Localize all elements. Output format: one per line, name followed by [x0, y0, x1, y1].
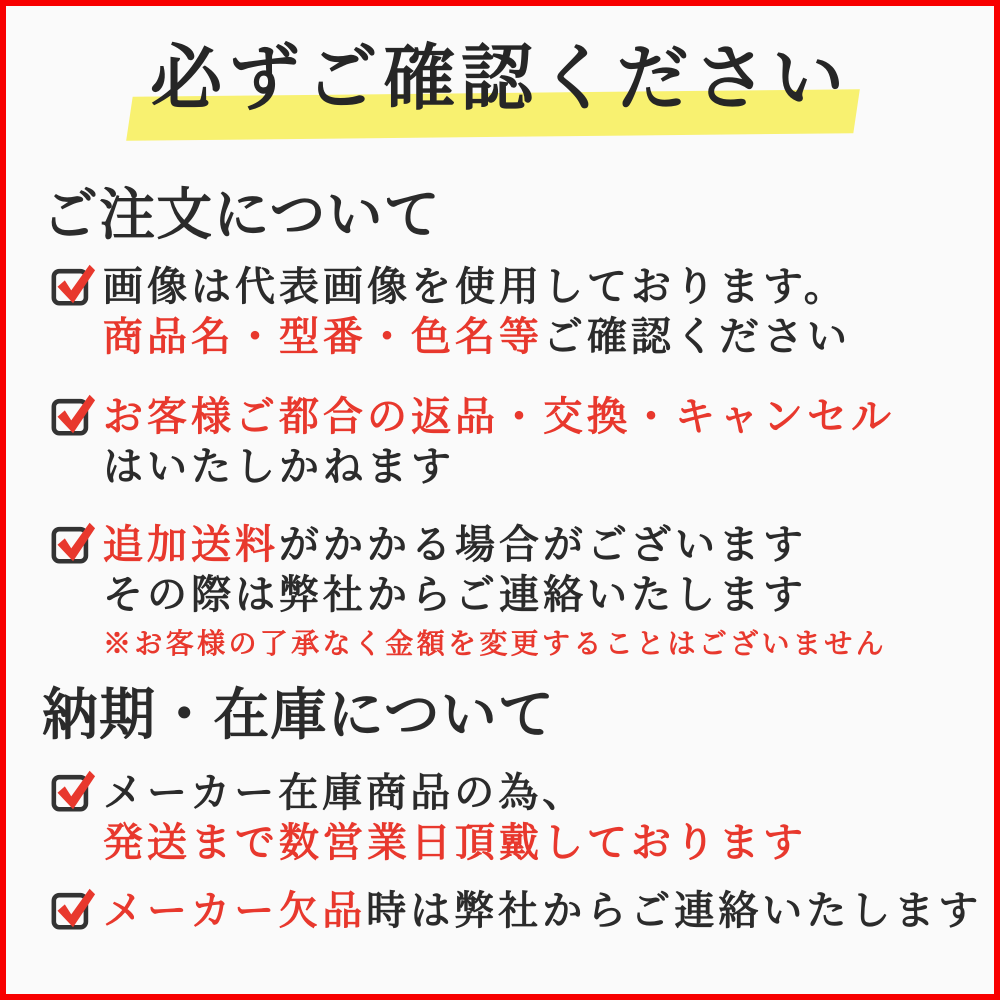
checked-checkbox-icon [50, 768, 98, 812]
item-line [103, 312, 851, 362]
item-line [103, 818, 807, 868]
item-text [103, 262, 851, 362]
checklist-item-extra-shipping [50, 520, 887, 662]
item-text [103, 392, 895, 492]
item-line [103, 442, 895, 492]
text-segment: がかかる場合がございます [279, 522, 807, 567]
item-text [103, 886, 982, 936]
item-line [103, 768, 807, 818]
item-text [103, 520, 887, 662]
checked-checkbox-icon [50, 392, 98, 436]
checked-checkbox-icon [50, 520, 98, 564]
text-segment-red: お客様ご都合の返品・交換・キャンセル [103, 394, 895, 439]
item-text [103, 768, 807, 868]
text-segment-red: 追加送料 [103, 522, 279, 567]
text-segment-red: 発送まで数営業日頂戴しております [103, 820, 807, 865]
text-segment: はいたしかねます [103, 444, 455, 489]
page-title: 必ずご確認ください [150, 39, 850, 119]
text-segment-red: メーカー欠品 [103, 888, 367, 933]
text-segment: 画像は代表画像を使用しております。 [103, 264, 848, 309]
text-segment: ご確認ください [543, 314, 851, 359]
checklist-item-maker-shortage [50, 886, 982, 936]
text-segment: その際は弊社からご連絡いたします [103, 572, 807, 617]
checklist-item-maker-stock [50, 768, 807, 868]
text-segment: メーカー在庫商品の為、 [103, 770, 587, 815]
section-heading-order: ご注文について [42, 185, 441, 247]
text-segment-red: 商品名・型番・色名等 [103, 314, 543, 359]
item-line [103, 262, 851, 312]
note-text: ※お客様の了承なく金額を変更することはございません [103, 629, 888, 660]
section-heading-stock: 納期・在庫について [42, 685, 555, 747]
checklist-item-representative-image [50, 262, 851, 362]
item-line [103, 392, 895, 442]
item-line [103, 570, 887, 620]
checked-checkbox-icon [50, 262, 98, 306]
item-line [103, 886, 982, 936]
item-line [103, 520, 887, 570]
checked-checkbox-icon [50, 886, 98, 930]
checklist-item-returns [50, 392, 895, 492]
text-segment: 時は弊社からご連絡いたします [366, 888, 983, 933]
